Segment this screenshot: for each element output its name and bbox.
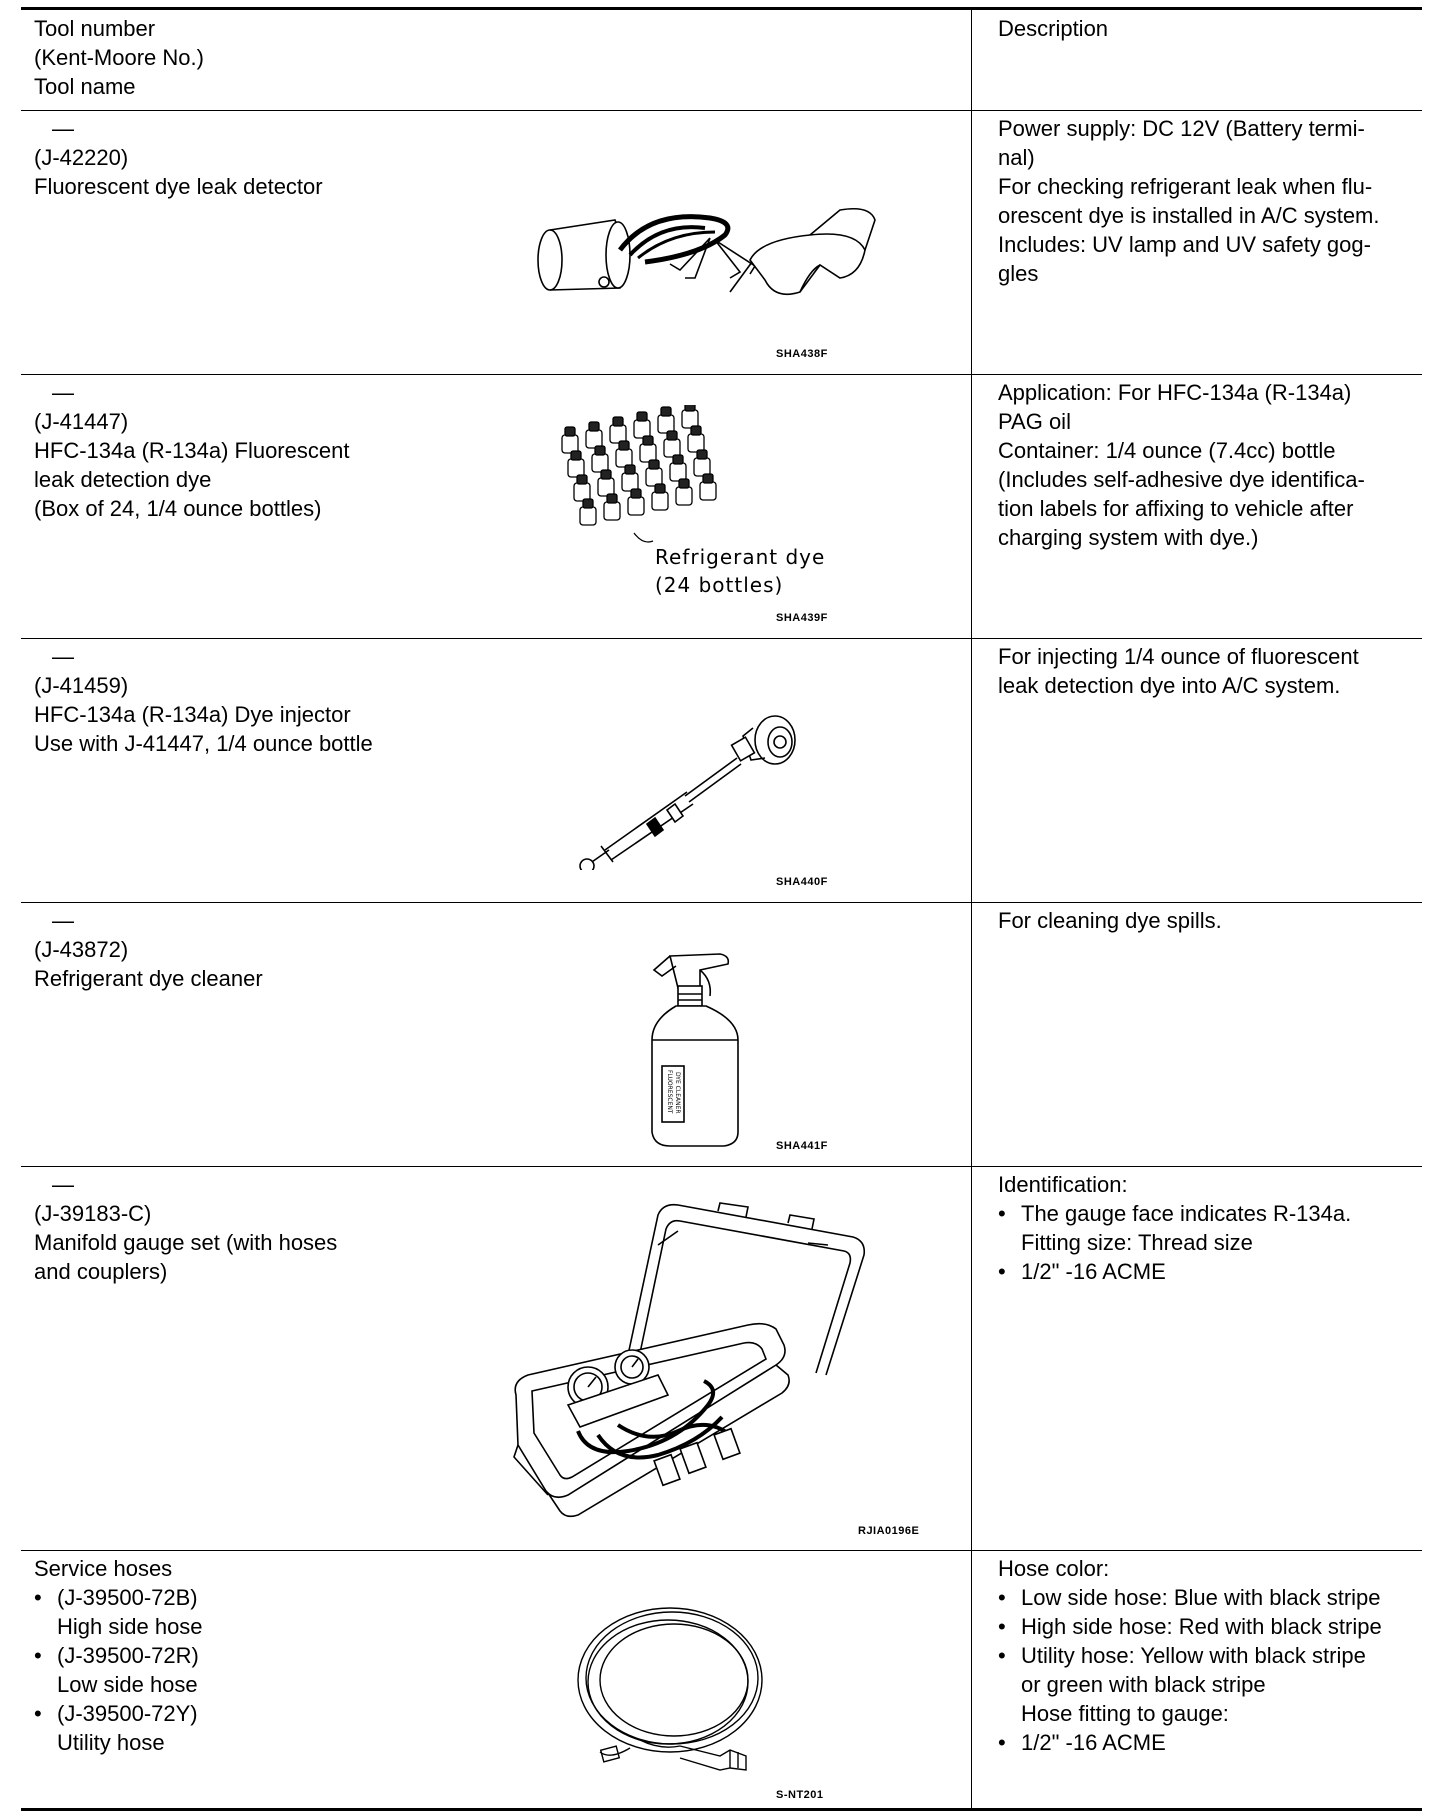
row-divider <box>21 1166 1422 1167</box>
tool-name: leak detection dye <box>34 467 212 492</box>
kent-moore-number: (J-41447) <box>34 409 129 434</box>
description-line: orescent dye is installed in A/C system. <box>998 203 1380 228</box>
figure-code: RJIA0196E <box>858 1525 920 1537</box>
tool-number: — <box>52 116 74 141</box>
svg-text:FLUORESCENT: FLUORESCENT <box>666 1070 673 1114</box>
description-cell <box>998 642 1418 700</box>
description-continuation: or green with black stripe <box>1021 1672 1266 1697</box>
hose-number-bullet: • (J-39500-72B) <box>34 1583 554 1612</box>
kent-moore-number: (J-41459) <box>34 673 129 698</box>
description-cell <box>998 906 1418 935</box>
callout-line: (24 bottles) <box>655 573 784 597</box>
row-divider <box>21 374 1422 375</box>
tool-cell <box>34 1170 554 1286</box>
header-description-column <box>998 14 1418 43</box>
description-line: Includes: UV lamp and UV safety gog- <box>998 232 1371 257</box>
hose-name: Low side hose <box>57 1672 198 1697</box>
description-title: Hose color: <box>998 1556 1110 1581</box>
table-bottom-border <box>21 1808 1422 1811</box>
description-line: (Includes self-adhesive dye identifica- <box>998 467 1365 492</box>
figure-code: SHA439F <box>776 612 828 624</box>
description-bullet: • The gauge face indicates R-134a. <box>998 1199 1418 1228</box>
coiled-hose-icon <box>570 1600 780 1780</box>
row-divider <box>21 902 1422 903</box>
refrigerant-dye-callout <box>655 543 825 599</box>
row-divider <box>21 1550 1422 1551</box>
tool-number: — <box>52 644 74 669</box>
tool-cell <box>34 1554 554 1757</box>
tool-name: HFC-134a (R-134a) Fluorescent <box>34 438 350 463</box>
kent-moore-number: (J-43872) <box>34 937 129 962</box>
hose-number-bullet: • (J-39500-72R) <box>34 1641 554 1670</box>
hose-name: Utility hose <box>57 1730 165 1755</box>
tool-cell <box>34 642 554 758</box>
row-divider <box>21 638 1422 639</box>
figure-code: SHA441F <box>776 1140 828 1152</box>
dye-injector-icon <box>575 700 815 870</box>
column-divider <box>971 9 972 1809</box>
description-bullet: • High side hose: Red with black stripe <box>998 1612 1418 1641</box>
callout-line: Refrigerant dye <box>655 545 826 569</box>
description-line: Power supply: DC 12V (Battery termi- <box>998 116 1365 141</box>
description-cell <box>998 1554 1418 1757</box>
description-title: Identification: <box>998 1172 1128 1197</box>
description-bullet: • Utility hose: Yellow with black stripe <box>998 1641 1418 1670</box>
manifold-gauge-case-icon <box>508 1195 868 1525</box>
figure-code: SHA438F <box>776 348 828 360</box>
tool-name: Refrigerant dye cleaner <box>34 966 263 991</box>
description-line: For checking refrigerant leak when flu- <box>998 174 1373 199</box>
description-bullet: • 1/2" -16 ACME <box>998 1257 1418 1286</box>
description-continuation: Hose fitting to gauge: <box>1021 1701 1229 1726</box>
description-bullet: • 1/2" -16 ACME <box>998 1728 1418 1757</box>
description-line: Application: For HFC-134a (R-134a) <box>998 380 1352 405</box>
description-line: charging system with dye.) <box>998 525 1259 550</box>
tool-name: Service hoses <box>34 1556 173 1581</box>
tool-number: — <box>52 908 74 933</box>
header-tool-line: (Kent-Moore No.) <box>34 45 204 70</box>
description-line: nal) <box>998 145 1035 170</box>
kent-moore-number: (J-39183-C) <box>34 1201 152 1226</box>
header-tool-line: Tool number <box>34 16 156 41</box>
description-cell <box>998 1170 1418 1286</box>
description-continuation: Fitting size: Thread size <box>1021 1230 1253 1255</box>
tool-name: Fluorescent dye leak detector <box>34 174 323 199</box>
uv-lamp-goggles-icon <box>520 200 880 320</box>
tool-number: — <box>52 380 74 405</box>
figure-code: S-NT201 <box>776 1789 824 1801</box>
description-cell <box>998 378 1418 552</box>
kent-moore-number: (J-42220) <box>34 145 129 170</box>
description-line: Container: 1/4 ounce (7.4cc) bottle <box>998 438 1336 463</box>
hose-number-bullet: • (J-39500-72Y) <box>34 1699 554 1728</box>
description-line: leak detection dye into A/C system. <box>998 673 1341 698</box>
table-top-border <box>21 7 1422 10</box>
description-cell <box>998 114 1418 288</box>
description-line: PAG oil <box>998 409 1071 434</box>
description-bullet: • Low side hose: Blue with black stripe <box>998 1583 1418 1612</box>
header-tool-line: Tool name <box>34 74 136 99</box>
description-line: tion labels for affixing to vehicle after <box>998 496 1354 521</box>
header-tool-column <box>34 14 554 101</box>
tool-cell <box>34 378 554 523</box>
tool-name: HFC-134a (R-134a) Dye injector <box>34 702 351 727</box>
description-line: For cleaning dye spills. <box>998 908 1222 933</box>
tool-cell <box>34 114 554 201</box>
header-description: Description <box>998 16 1109 41</box>
tool-name: (Box of 24, 1/4 ounce bottles) <box>34 496 322 521</box>
figure-code: SHA440F <box>776 876 828 888</box>
description-line: gles <box>998 261 1039 286</box>
tool-cell <box>34 906 554 993</box>
row-divider <box>21 110 1422 111</box>
tool-name: and couplers) <box>34 1259 168 1284</box>
dye-bottles-icon <box>548 405 728 545</box>
tool-name: Use with J-41447, 1/4 ounce bottle <box>34 731 373 756</box>
spray-bottle-icon <box>640 950 750 1150</box>
tool-name: Manifold gauge set (with hoses <box>34 1230 338 1255</box>
description-line: For injecting 1/4 ounce of fluorescent <box>998 644 1359 669</box>
tool-number: — <box>52 1172 74 1197</box>
svg-text:DYE CLEANER: DYE CLEANER <box>674 1072 681 1114</box>
hose-name: High side hose <box>57 1614 203 1639</box>
